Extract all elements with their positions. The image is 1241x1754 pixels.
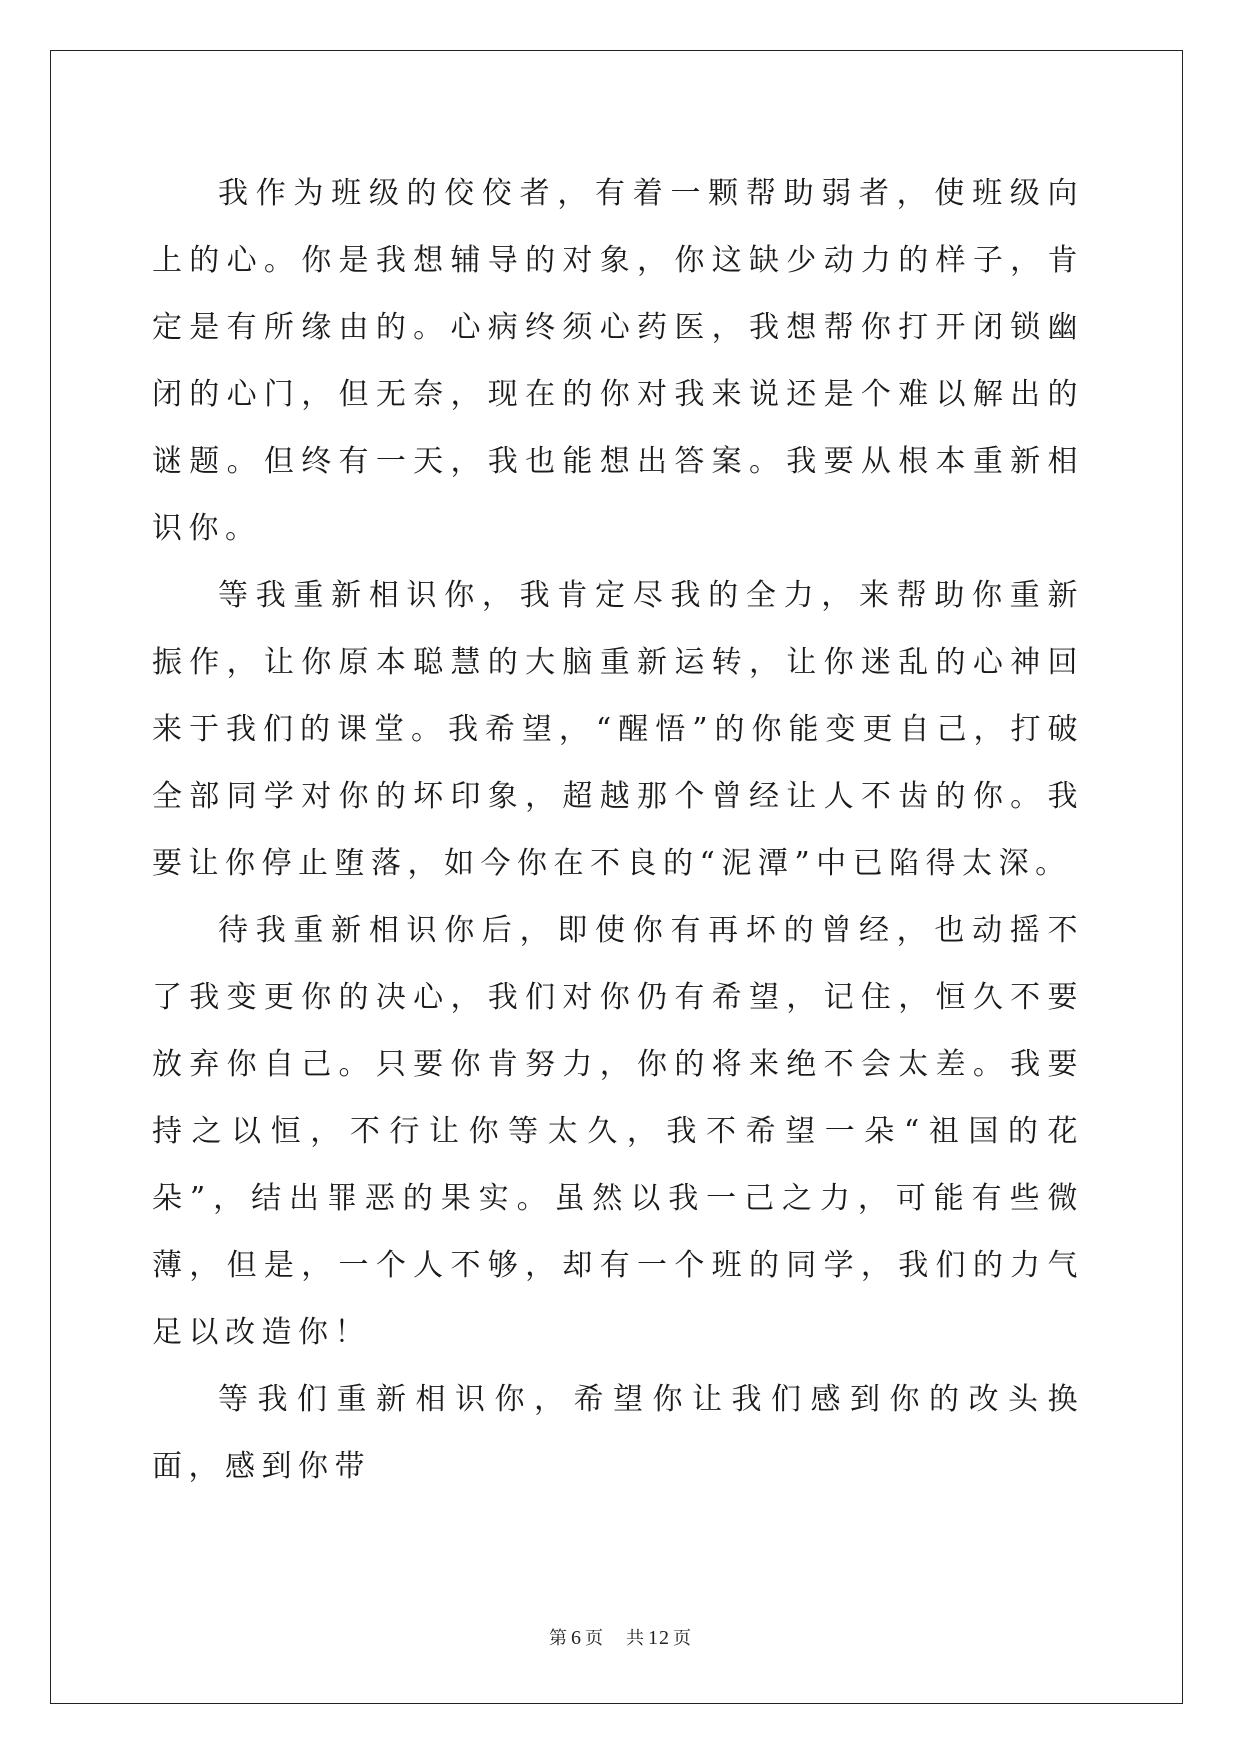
paragraph-1: 我作为班级的佼佼者，有着一颗帮助弱者，使班级向上的心。你是我想辅导的对象，你这缺少动力的样子，肯定是有所缘由的。心病终须心药医，我想帮你打开闭锁幽闭的心门，但无奈，现在的你对我来说还是个难以解出的谜题。但终有一天，我也能想出答案。我要从根本重新相识你。: [152, 176, 1084, 546]
total-prefix: 共: [626, 1628, 645, 1649]
page-number: 6: [571, 1627, 582, 1649]
page-prefix: 第: [549, 1628, 568, 1649]
page-suffix: 页: [585, 1628, 604, 1649]
paragraph-4: 等我们重新相识你，希望你让我们感到你的改头换面，感到你带: [152, 1382, 1084, 1484]
total-pages: 12: [648, 1627, 670, 1649]
paragraph-2: 等我重新相识你，我肯定尽我的全力，来帮助你重新振作，让你原本聪慧的大脑重新运转，让你迷乱的心神回来于我们的课堂。我希望，“醒悟”的你能变更自己，打破全部同学对你的坏印象，超越那个曾经让人不齿的你。我要让你停止堕落，如今你在不良的“泥潭”中已陷得太深。: [152, 578, 1084, 881]
paragraph-3: 待我重新相识你后，即使你有再坏的曾经，也动摇不了我变更你的决心，我们对你仍有希望，记住，恒久不要放弃你自己。只要你肯努力，你的将来绝不会太差。我要持之以恒，不行让你等太久，我不希望一朵“祖国的花朵”，结出罪恶的果实。虽然以我一己之力，可能有些微薄，但是，一个人不够，却有一个班的同学，我们的力气足以改造你！: [152, 913, 1084, 1350]
document-body: [152, 160, 1084, 1500]
total-suffix: 页: [673, 1628, 692, 1649]
page-footer: [0, 1624, 1241, 1650]
